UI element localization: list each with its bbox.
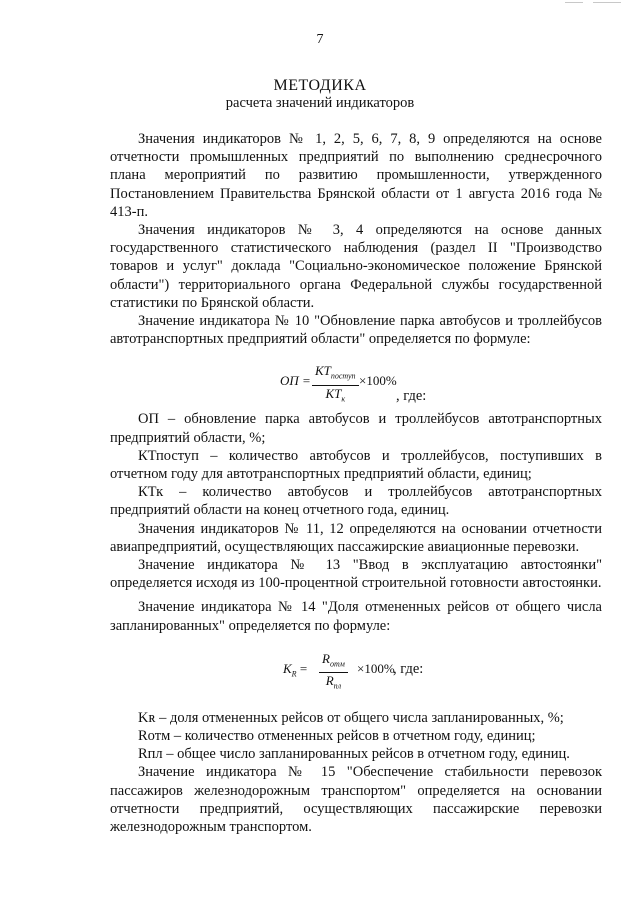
formula-op-multiplier: ×100% xyxy=(359,373,397,389)
formula-op-lhs: ОП = xyxy=(280,373,311,389)
document-title: МЕТОДИКА xyxy=(273,77,367,94)
paragraph-indicator-15: Значение индикатора № 15 "Обеспечение стабильности перевозок пассажиров железнодорожным транспортом" определяется на основании отчетности предприятий, осуществляющих пассажирские перевозки железнодорожным транспортом. xyxy=(110,764,602,836)
definition-kt-postup: КТпоступ – количество автобусов и троллейбусов, поступивших в отчетном году для автотранспортных предприятий области, единиц; xyxy=(110,447,602,483)
formula-kr-denominator: $R_{пл}$ xyxy=(325,673,342,692)
formula-kr-fraction xyxy=(319,651,348,695)
formula-kr-multiplier: ×100% xyxy=(357,660,395,676)
formula-kr xyxy=(110,635,602,701)
formula-op-denominator: $КТ_к$ xyxy=(325,386,346,404)
definition-kt-k: КТк – количество автобусов и троллейбусов автотранспортных предприятий области на конец отчетного года, единиц. xyxy=(110,484,602,519)
formula-kr-lhs: $K_R$ = xyxy=(283,660,308,679)
definition-r-pl: Rпл – общее число запланированных рейсов в отчетном году, единиц. xyxy=(138,746,570,763)
formula-op-where: , где: xyxy=(396,388,427,405)
formula-kr-where: , где: xyxy=(393,660,424,677)
paragraph-indicator-14: Значение индикатора № 14 "Доля отмененных рейсов от общего числа запланированных" определяется по формуле: xyxy=(110,599,602,634)
paragraph-indicators-3-4: Значения индикаторов № 3, 4 определяются на основе данных государственного статистического наблюдения (раздел II "Производство товаров и услуг" доклада "Социально-экономическое положение Брянской области") территориального органа Федеральной службы государственной статистики по Брянской области. xyxy=(110,222,602,311)
formula-kr-numerator: $R_{отм}$ xyxy=(319,651,348,674)
paragraph-indicator-13: Значение индикатора № 13 "Ввод в эксплуатацию автостоянки" определяется исходя из 100-процентной строительной готовности автостоянки. xyxy=(110,557,602,592)
document-subtitle: расчета значений индикаторов xyxy=(225,95,415,111)
definition-r-otm: Rотм – количество отмененных рейсов в отчетном году, единиц; xyxy=(138,728,536,745)
paragraph-indicators-11-12: Значения индикаторов № 11, 12 определяются на основании отчетности авиапредприятий, осуществляющих пассажирские авиационные перевозки. xyxy=(110,520,602,555)
formula-op xyxy=(110,348,602,410)
paragraph-indicator-10: Значение индикатора № 10 "Обновление парка автобусов и троллейбусов автотранспортных предприятий области" определяется по формуле: xyxy=(110,313,602,348)
formula-op-numerator: $КТ_{поступ}$ xyxy=(312,363,359,386)
scan-marks xyxy=(565,2,625,6)
page-number: 7 xyxy=(316,32,324,47)
formula-op-fraction xyxy=(312,363,359,407)
definition-kr: Kʀ – доля отмененных рейсов от общего числа запланированных, %; xyxy=(138,709,564,726)
document-body xyxy=(110,130,602,836)
definition-op: ОП – обновление парка автобусов и троллейбусов автотранспортных предприятий области, %; xyxy=(110,411,602,446)
paragraph-indicators-1-9: Значения индикаторов № 1, 2, 5, 6, 7, 8, 9 определяются на основе отчетности промышленных предприятий по выполнению среднесрочного плана мероприятий по развитию промышленности, утвержденного Постановлением Правительства Брянской области от 1 августа 2016 года № 413-п. xyxy=(110,131,602,220)
